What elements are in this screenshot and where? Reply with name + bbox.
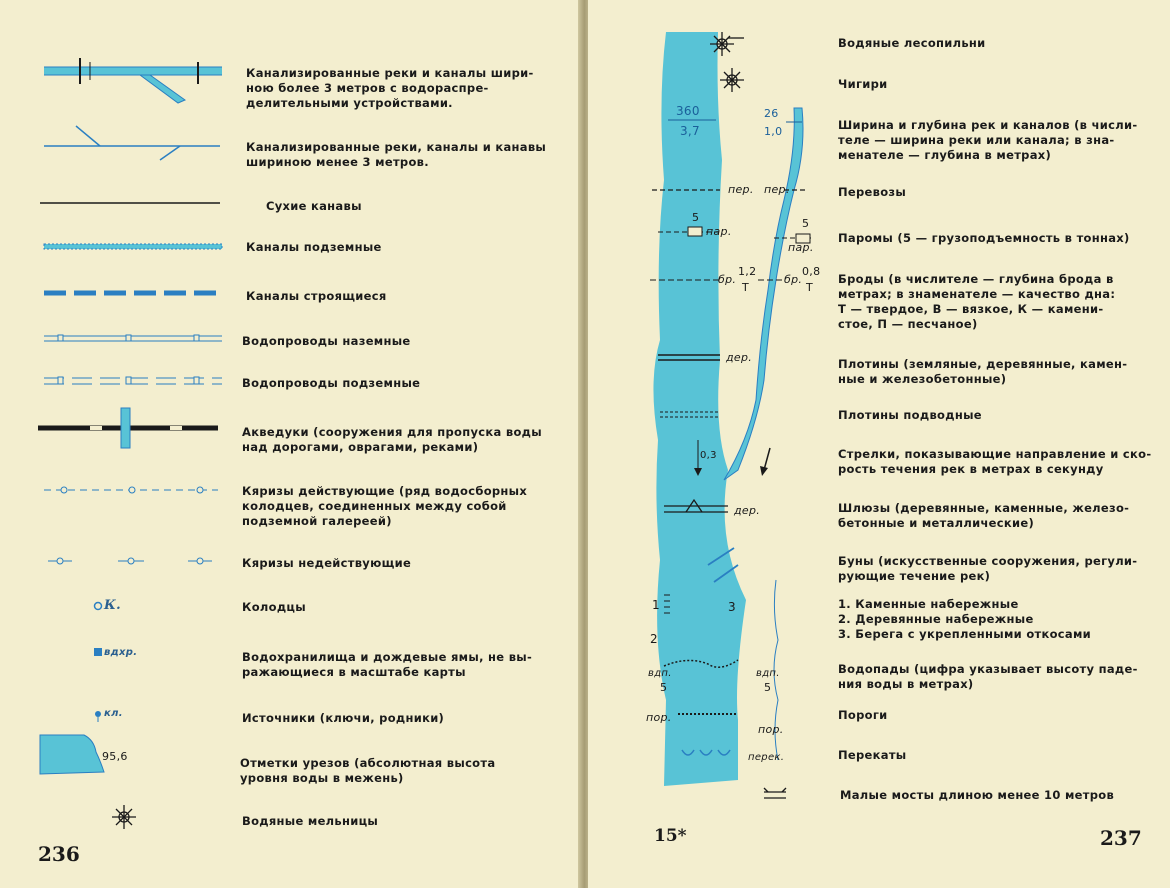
- current-speed-label: 0,3: [700, 450, 717, 461]
- legend-label-current-arrows: Стрелки, показывающие направление и ско- рость течения рек в метрах в секунду: [838, 447, 1152, 476]
- water-mill-symbol: [112, 805, 136, 829]
- raft-branch-label: пар.: [788, 241, 814, 254]
- legend-label-well: Колодцы: [242, 600, 306, 614]
- waterfall-height-label: 5: [660, 681, 668, 694]
- legend-label-canal-narrow: Канализированные реки, каналы и канавы шириною менее 3 метров.: [246, 140, 547, 169]
- width-branch-label: 26: [764, 107, 779, 120]
- legend-label-dam: Плотины (земляные, деревянные, камен- ные и железобетонные): [838, 357, 1128, 386]
- rapids-label: пор.: [646, 711, 672, 724]
- raft-capacity-label: 5: [692, 211, 700, 224]
- legend-label-sawmill: Водяные лесопильни: [838, 36, 986, 50]
- dam-label: дер.: [726, 351, 753, 364]
- width-main-label: 360: [676, 104, 700, 118]
- legend-label-sluice: Шлюзы (деревянные, каменные, железо- бетонные и металлические): [838, 501, 1130, 530]
- legend-label-water-mill: Водяные мельницы: [242, 814, 379, 828]
- signature-mark: 15*: [654, 826, 687, 846]
- ford-label: бр.: [718, 273, 737, 286]
- raft-capacity-branch-label: 5: [802, 217, 810, 230]
- canal-wide-symbol: [44, 58, 222, 103]
- waterfall-height-branch-label: 5: [764, 681, 772, 694]
- reservoir-symbol: [94, 648, 102, 656]
- legend-label-waterfall: Водопады (цифра указывает высоту паде- ния воды в метрах): [838, 662, 1138, 691]
- legend-label-underground-canal: Каналы подземные: [246, 240, 382, 254]
- tributary: [724, 108, 803, 480]
- legend-label-water-level: Отметки урезов (абсолютная высота уровня воды в межень): [240, 756, 496, 785]
- legend-label-groynes: Буны (искусственные сооружения, регули- рующие течение рек): [838, 554, 1138, 583]
- legend-label-rapids: Пороги: [838, 708, 888, 722]
- underground-pipe-symbol: [44, 377, 222, 384]
- ford-depth-branch-label: 0,8: [802, 265, 821, 278]
- legend-label-small-bridge: Малые мосты длиною менее 10 метров: [840, 788, 1115, 802]
- aqueduct-symbol: [38, 408, 218, 448]
- legend-label-aqueduct: Акведуки (сооружения для пропуска воды над дорогами, оврагами, реками): [242, 425, 542, 454]
- ferry-label: пер.: [728, 183, 754, 196]
- legend-label-kariz-inactive: Кяризы недействующие: [242, 556, 412, 570]
- legend-label-raft: Паромы (5 — грузоподъемность в тоннах): [838, 231, 1130, 245]
- legend-label-embankments: 1. Каменные набережные 2. Деревянные набережные 3. Берега с укрепленными откосами: [838, 597, 1092, 641]
- canal-narrow-symbol: [44, 126, 220, 160]
- legend-label-spring: Источники (ключи, родники): [242, 711, 445, 725]
- legend-label-kariz-active: Кяризы действующие (ряд водосборных колодцев, соединенных между собой подземной галереей): [242, 484, 528, 528]
- embank-1-label: 1: [652, 598, 660, 612]
- surface-pipe-symbol: [44, 335, 222, 341]
- legend-label-ferry: Перевозы: [838, 185, 907, 199]
- embank-3-label: 3: [728, 600, 736, 614]
- right-page: [588, 0, 1170, 888]
- reservoir-symbol-text: вдхр.: [104, 647, 138, 658]
- rapids-branch-label: пор.: [758, 723, 784, 736]
- legend-label-canal-construction: Каналы строящиеся: [246, 289, 387, 303]
- ford-bottom-branch-label: Т: [806, 281, 814, 294]
- legend-label-surface-pipe: Водопроводы наземные: [242, 334, 411, 348]
- legend-label-dry-ditch: Сухие канавы: [266, 199, 362, 213]
- ferry-branch-label: пер.: [764, 183, 790, 196]
- spring-symbol-text: кл.: [104, 708, 123, 719]
- ford-branch-label: бр.: [784, 273, 803, 286]
- well-symbol-text: К.: [104, 598, 121, 613]
- legend-label-shoals: Перекаты: [838, 748, 907, 762]
- legend-label-underground-pipe: Водопроводы подземные: [242, 376, 421, 390]
- page-number-right: 237: [1100, 826, 1142, 850]
- legend-label-width-depth: Ширина и глубина рек и каналов (в числи- теле — ширина реки или канала; в зна- менателе — глубина в метрах): [838, 118, 1138, 162]
- legend-label-ford: Броды (в числителе — глубина брода в метрах; в знаменателе — качество дна: Т — твердое, В — вязкое, К — камени- стое, П — песчаное): [838, 272, 1116, 331]
- sluice-label: дер.: [734, 504, 761, 517]
- shoal-label: перек.: [748, 752, 785, 763]
- depth-branch-label: 1,0: [764, 125, 783, 138]
- ford-bottom-label: Т: [742, 281, 750, 294]
- well-symbol: [95, 603, 102, 610]
- water-level-symbol: [40, 735, 104, 774]
- legend-label-canal-wide: Канализированные реки и каналы шири- ною более 3 метров с водораспре- делительными устройствами.: [246, 66, 534, 110]
- water-level-symbol-text: 95,6: [102, 750, 128, 763]
- embank-2-label: 2: [650, 632, 658, 646]
- legend-label-reservoir: Водохранилища и дождевые ямы, не вы- ражающиеся в масштабе карты: [242, 650, 533, 679]
- kariz-active-symbol: [44, 487, 218, 493]
- waterfall-label: вдп.: [648, 668, 672, 679]
- legend-label-chigir: Чигири: [838, 77, 888, 91]
- depth-main-label: 3,7: [680, 124, 700, 138]
- ford-depth-label: 1,2: [738, 265, 757, 278]
- underground-canal-symbol: [44, 244, 222, 249]
- legend-label-underwater-dam: Плотины подводные: [838, 408, 982, 422]
- spring-symbol: [95, 711, 101, 722]
- raft-label: пар.: [706, 225, 732, 238]
- kariz-inactive-symbol: [48, 558, 212, 564]
- waterfall-branch-label: вдп.: [756, 668, 780, 679]
- left-page: [0, 0, 582, 888]
- page-number-left: 236: [38, 842, 80, 866]
